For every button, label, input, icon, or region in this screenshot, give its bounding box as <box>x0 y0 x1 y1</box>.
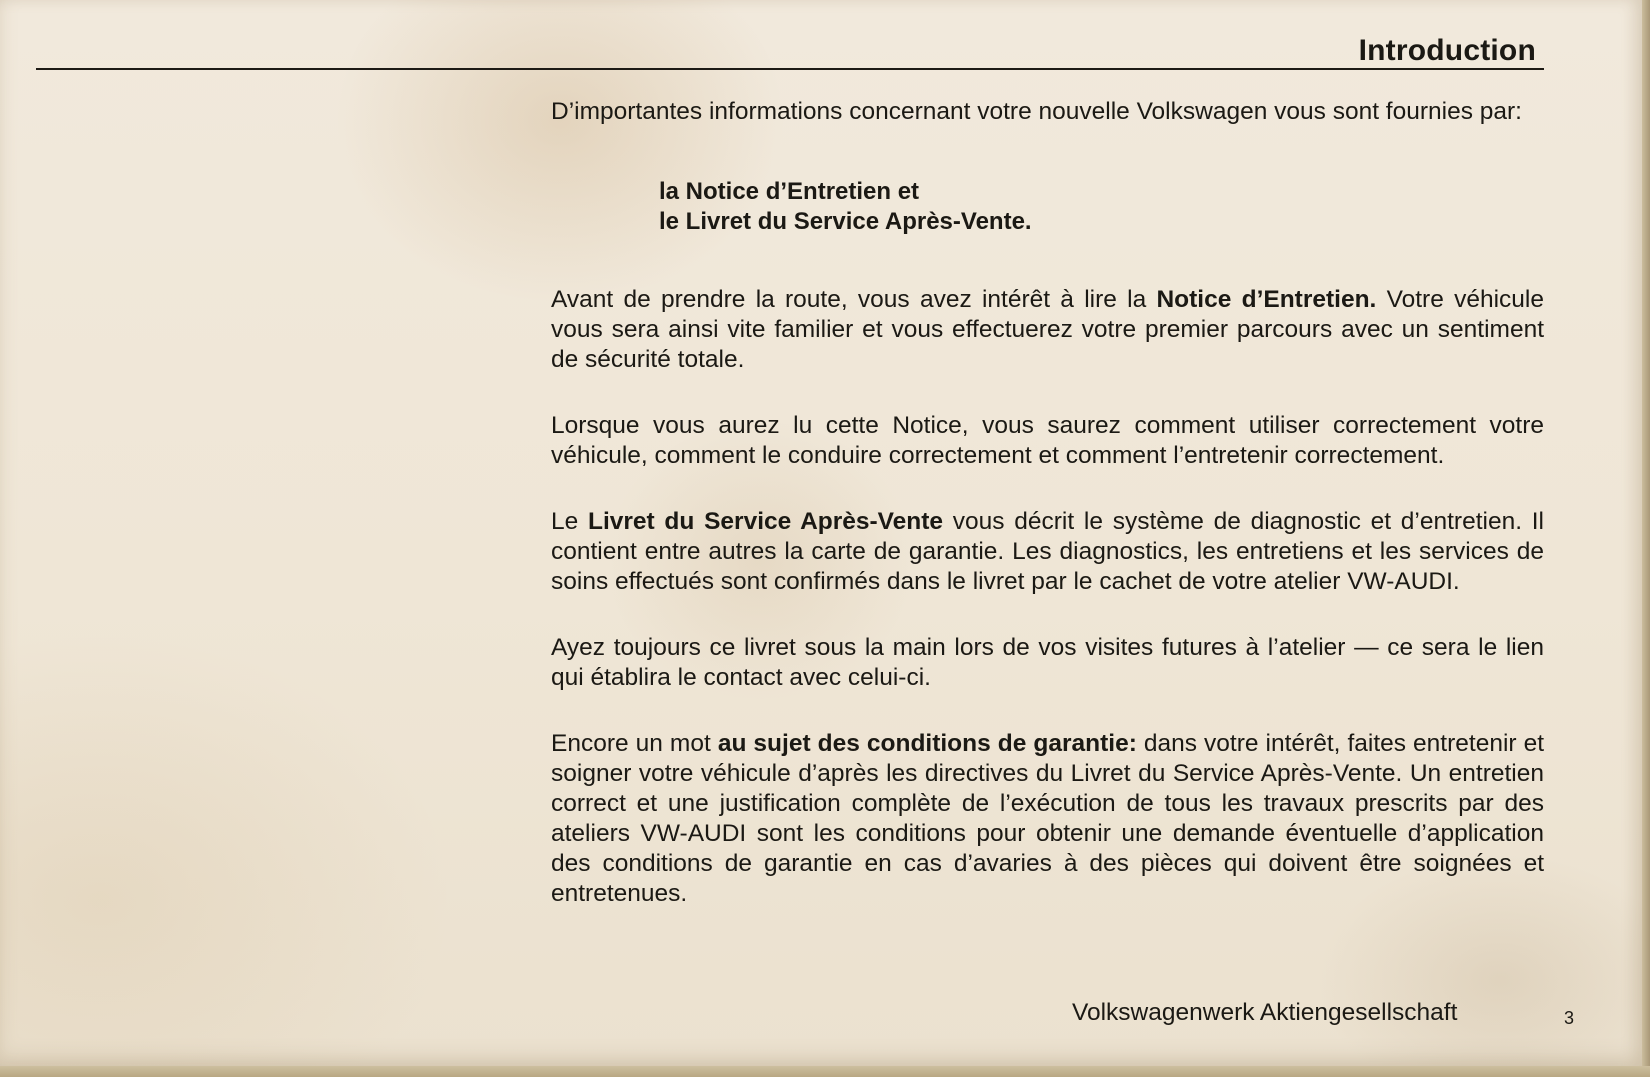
paragraph-guarantee-bold: au sujet des conditions de garantie: <box>717 730 1137 757</box>
paragraph-notice-text: Avant de prendre la route, vous avez intérêt à lire la <box>551 286 1157 313</box>
paragraph-livret-rest: vous décrit le système de diagnostic et d’entretien. Il contient entre autres la carte de garantie. Les diagnostics, les entretiens et les services de soins effectués sont confirmés dans le livret par le cachet de votre atelier VW-AUDI. <box>551 508 1545 595</box>
paragraph-livret-text: Le <box>551 508 588 535</box>
book-edge-right <box>1642 0 1650 1077</box>
paragraph-guarantee <box>551 729 1544 909</box>
header-rule <box>36 68 1544 70</box>
paragraph-notice-rest: Votre véhicule vous sera ainsi vite familier et vous effectuerez votre premier parcours avec un sentiment de sécurité totale. <box>551 286 1544 373</box>
paragraph-guarantee-rest: dans votre intérêt, faites entretenir et soigner votre véhicule d’après les directives du Livret du Service Après-Vente. Un entretien correct et une justification complète de l’exécution de tous les travaux prescrits par des ateliers VW-AUDI sont les conditions pour obtenir une demande éventuelle d’application des conditions de garantie en cas d’avaries à des pièces qui doivent être soignées et entretenues. <box>551 730 1545 907</box>
paragraph-usage: Lorsque vous aurez lu cette Notice, vous saurez comment utiliser correctement votre véhicule, comment le conduire correctement et comment l’entretenir correctement. <box>551 412 1544 469</box>
paragraph-keep-livret: Ayez toujours ce livret sous la main lors de vos visites futures à l’atelier — ce sera le lien qui établira le contact avec celui-ci. <box>551 634 1544 691</box>
intro-paragraph: D’importantes informations concernant votre nouvelle Volkswagen vous sont fournies par: <box>551 98 1522 125</box>
documents-list <box>659 177 1544 237</box>
footer-signature: Volkswagenwerk Aktiengesellschaft <box>1072 999 1458 1026</box>
page-number: 3 <box>1564 1008 1575 1028</box>
section-title: Introduction <box>1358 34 1536 67</box>
paragraph-livret-bold: Livret du Service Après-Vente <box>587 508 944 535</box>
book-edge-bottom <box>0 1066 1650 1077</box>
paragraph-guarantee-text: Encore un mot <box>551 730 718 757</box>
document-notice-entretien: la Notice d’Entretien et <box>659 178 920 205</box>
paragraph-notice-bold: Notice d’Entretien. <box>1156 286 1377 313</box>
paragraph-livret <box>551 507 1544 597</box>
document-livret-service: le Livret du Service Après-Vente. <box>659 208 1032 235</box>
page-content <box>551 97 1544 909</box>
paragraph-notice <box>551 285 1544 375</box>
